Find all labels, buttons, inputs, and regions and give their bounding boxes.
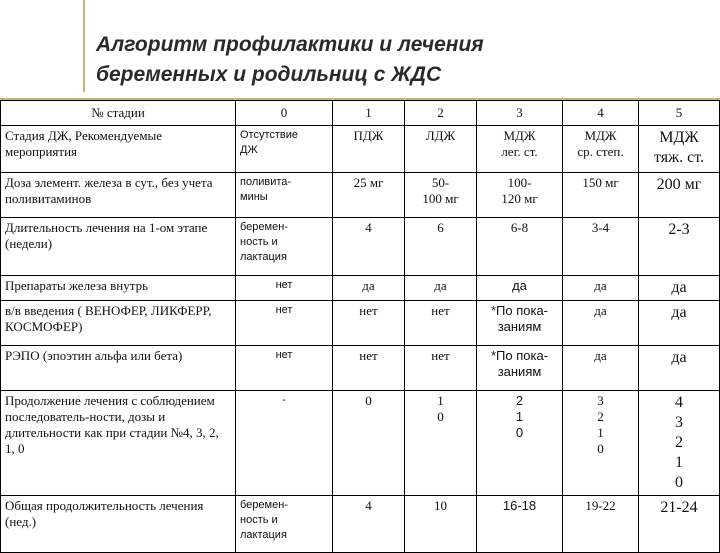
cell-line: 4: [675, 394, 683, 411]
cell-line: ность и: [240, 236, 278, 248]
cell-line: МДЖ: [659, 129, 699, 146]
cell-line: 0: [365, 393, 372, 408]
cell-stage-3: [477, 301, 563, 346]
cell-stage-4: [563, 173, 639, 218]
table-row: [1, 276, 720, 301]
cell-stage-4: [563, 496, 639, 553]
cell-line: заниям: [497, 364, 542, 379]
cell-line: 100-: [507, 175, 532, 190]
cell-line: нет: [431, 348, 450, 363]
cell-line: *По пока-: [490, 348, 549, 363]
cell-stage-2: [405, 391, 477, 496]
cell-line: -: [282, 394, 286, 406]
cell-stage-3: [477, 126, 563, 173]
cell-stage-2: [405, 126, 477, 173]
cell-line: 25 мг: [353, 175, 384, 190]
table-row: [1, 391, 720, 496]
row-label: Общая продолжительность лечения (нед.): [1, 496, 236, 553]
cell-line: 3-4: [591, 220, 610, 235]
cell-line: да: [512, 278, 527, 293]
cell-line: беремен-: [240, 221, 288, 233]
row-label: Препараты железа внутрь: [1, 276, 236, 301]
cell-stage-5: [639, 391, 720, 496]
cell-line: ср. степ.: [577, 144, 624, 159]
cell-stage-4: [563, 276, 639, 301]
cell-stage-3: [477, 391, 563, 496]
stage-header-0: 0: [236, 101, 333, 126]
title-line-2: беременных и родильниц с ЖДС: [96, 63, 442, 86]
cell-stage-0: [236, 173, 333, 218]
cell-line: тяж. ст.: [653, 149, 705, 166]
cell-stage-4: [563, 301, 639, 346]
cell-stage-0: [236, 496, 333, 553]
cell-line: ДЖ: [240, 144, 258, 156]
cell-line: нет: [275, 279, 293, 291]
cell-line: нет: [275, 349, 293, 361]
cell-line: заниям: [497, 319, 542, 334]
cell-stage-0: [236, 218, 333, 276]
row-label: в/в введения ( ВЕНОФЕР, ЛИКФЕРР, КОСМОФЕР): [1, 301, 236, 346]
cell-stage-0: [236, 126, 333, 173]
cell-stage-3: [477, 346, 563, 391]
row-label: Стадия ДЖ, Рекомендуемые мероприятия: [1, 126, 236, 173]
stage-number-header: № стадии: [1, 101, 236, 126]
cell-stage-0: [236, 391, 333, 496]
cell-stage-3: [477, 496, 563, 553]
treatment-algorithm-table: [0, 100, 720, 553]
cell-stage-0: [236, 346, 333, 391]
cell-line: поливита-: [240, 176, 292, 188]
cell-stage-4: [563, 346, 639, 391]
cell-stage-3: [477, 218, 563, 276]
cell-line: 50-: [431, 175, 450, 190]
cell-line: ность и: [240, 514, 278, 526]
table-row: [1, 301, 720, 346]
cell-line: 19-22: [585, 498, 616, 513]
cell-line: нет: [275, 304, 293, 316]
cell-stage-5: [639, 346, 720, 391]
cell-line: 0: [675, 474, 683, 491]
cell-line: 0: [515, 425, 524, 440]
cell-stage-2: [405, 276, 477, 301]
table-row: [1, 346, 720, 391]
stage-header-2: 2: [405, 101, 477, 126]
row-label: Длительность лечения на 1-ом этапе (недели): [1, 218, 236, 276]
cell-line: 1: [597, 425, 604, 440]
cell-stage-1: [333, 301, 405, 346]
cell-stage-0: [236, 276, 333, 301]
cell-line: 3: [675, 414, 683, 431]
cell-stage-1: [333, 276, 405, 301]
cell-stage-4: [563, 391, 639, 496]
title-left-rule: [83, 0, 85, 92]
cell-stage-5: [639, 301, 720, 346]
cell-stage-5: [639, 218, 720, 276]
cell-stage-1: [333, 173, 405, 218]
cell-line: беремен-: [240, 499, 288, 511]
cell-line: 21-24: [660, 499, 698, 516]
cell-line: нет: [359, 303, 378, 318]
cell-line: 16-18: [502, 498, 537, 513]
cell-line: 4: [365, 498, 372, 513]
cell-line: 1: [515, 409, 524, 424]
cell-stage-2: [405, 496, 477, 553]
stage-header-1: 1: [333, 101, 405, 126]
cell-line: 10: [434, 498, 447, 513]
cell-stage-1: [333, 126, 405, 173]
cell-stage-1: [333, 496, 405, 553]
row-label: РЭПО (эпоэтин альфа или бета): [1, 346, 236, 391]
cell-line: Отсутствие: [240, 129, 299, 141]
cell-stage-1: [333, 218, 405, 276]
cell-line: 3: [597, 393, 604, 408]
cell-line: МДЖ: [584, 128, 617, 143]
cell-line: *По пока-: [490, 303, 549, 318]
cell-line: МДЖ: [503, 128, 536, 143]
page-title: [96, 30, 696, 90]
cell-line: да: [671, 279, 687, 296]
cell-stage-3: [477, 276, 563, 301]
cell-stage-3: [477, 173, 563, 218]
cell-line: лег. ст.: [501, 144, 538, 159]
cell-stage-1: [333, 391, 405, 496]
cell-line: да: [671, 304, 687, 321]
cell-stage-4: [563, 218, 639, 276]
cell-line: 4: [365, 220, 372, 235]
cell-stage-5: [639, 126, 720, 173]
cell-line: 150 мг: [582, 175, 619, 190]
cell-line: 2: [597, 409, 604, 424]
cell-line: 120 мг: [501, 191, 538, 206]
cell-stage-5: [639, 173, 720, 218]
cell-line: лактация: [240, 529, 287, 541]
cell-stage-1: [333, 346, 405, 391]
row-label: Продолжение лечения с соблюдением последователь-ности, дозы и длительности как при стадии №4, 3, 2, 1, 0: [1, 391, 236, 496]
cell-line: 0: [437, 409, 444, 424]
stage-header-3: 3: [477, 101, 563, 126]
cell-line: 2-3: [668, 221, 690, 238]
cell-stage-0: [236, 301, 333, 346]
cell-line: 6: [437, 220, 444, 235]
cell-stage-2: [405, 346, 477, 391]
table-row: [1, 218, 720, 276]
cell-line: 0: [597, 441, 604, 456]
cell-line: 2: [515, 393, 524, 408]
cell-line: ПДЖ: [353, 128, 384, 143]
table-row: [1, 126, 720, 173]
cell-stage-5: [639, 496, 720, 553]
cell-line: мины: [240, 191, 268, 203]
cell-line: 200 мг: [656, 176, 702, 193]
cell-line: 1: [437, 393, 444, 408]
cell-line: 6-8: [510, 220, 529, 235]
cell-stage-2: [405, 301, 477, 346]
cell-stage-5: [639, 276, 720, 301]
table-header-row: [1, 101, 720, 126]
cell-line: да: [671, 349, 687, 366]
cell-line: нет: [359, 348, 378, 363]
title-line-1: Алгоритм профилактики и лечения: [96, 33, 484, 56]
cell-line: да: [594, 303, 607, 318]
cell-line: ЛДЖ: [425, 128, 456, 143]
stage-header-4: 4: [563, 101, 639, 126]
table-row: [1, 173, 720, 218]
cell-line: да: [594, 348, 607, 363]
cell-stage-2: [405, 218, 477, 276]
row-label: Доза элемент. железа в сут., без учета поливитаминов: [1, 173, 236, 218]
cell-line: да: [362, 278, 375, 293]
cell-line: лактация: [240, 251, 287, 263]
cell-line: да: [594, 278, 607, 293]
cell-line: 1: [675, 454, 683, 471]
cell-line: да: [434, 278, 447, 293]
table-row: [1, 496, 720, 553]
cell-line: 2: [675, 434, 683, 451]
cell-line: 100 мг: [422, 191, 459, 206]
cell-stage-2: [405, 173, 477, 218]
cell-stage-4: [563, 126, 639, 173]
stage-header-5: 5: [639, 101, 720, 126]
cell-line: нет: [431, 303, 450, 318]
